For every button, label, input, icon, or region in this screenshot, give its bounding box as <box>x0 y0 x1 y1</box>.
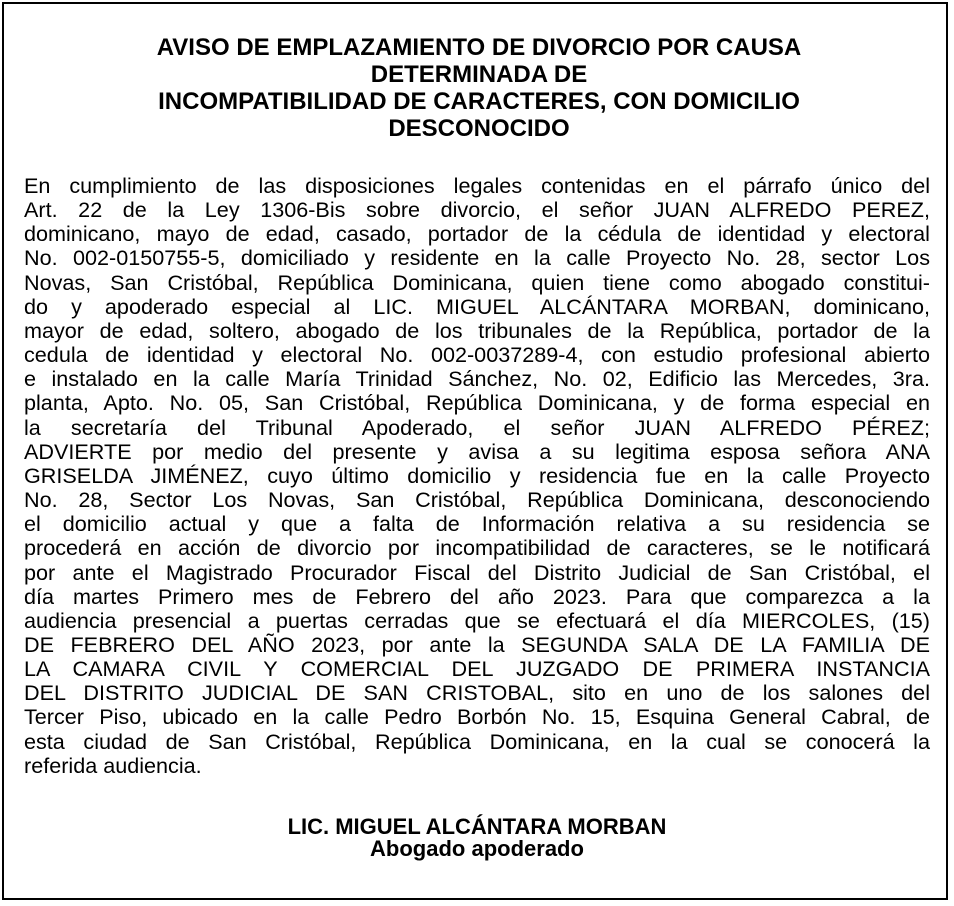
legal-notice <box>2 2 948 900</box>
body-line: do y apoderado especial al LIC. MIGUEL ALCÁNTARA MORBAN, dominicano, <box>24 293 930 319</box>
body-line: GRISELDA JIMÉNEZ, cuyo último domicilio y residencia fue en la calle Proyecto <box>24 462 930 488</box>
notice-title <box>64 34 894 142</box>
body-line: la secretaría del Tribunal Apoderado, el señor JUAN ALFREDO PÉREZ; <box>24 414 930 440</box>
body-line: mayor de edad, soltero, abogado de los tribunales de la República, portador de la <box>24 317 930 343</box>
body-line: dominicano, mayo de edad, casado, portador de la cédula de identidad y electoral <box>24 221 930 247</box>
body-line: Tercer Piso, ubicado en la calle Pedro Borbón No. 15, Esquina General Cabral, de <box>24 704 930 730</box>
body-line: planta, Apto. No. 05, San Cristóbal, República Dominicana, y de forma especial en <box>24 390 930 416</box>
notice-body <box>24 174 930 778</box>
title-line: DESCONOCIDO <box>388 115 570 142</box>
body-line: Art. 22 de la Ley 1306-Bis sobre divorcio, el señor JUAN ALFREDO PEREZ, <box>24 197 930 223</box>
body-line: esta ciudad de San Cristóbal, República Dominicana, en la cual se conocerá la <box>24 728 930 754</box>
body-line: referida audiencia. <box>24 752 202 778</box>
body-line: e instalado en la calle María Trinidad Sánchez, No. 02, Edificio las Mercedes, 3ra. <box>24 366 930 392</box>
title-line: INCOMPATIBILIDAD DE CARACTERES, CON DOMICILIO <box>158 88 800 115</box>
body-line: Novas, San Cristóbal, República Dominicana, quien tiene como abogado constitui- <box>24 269 930 295</box>
signature-role: Abogado apoderado <box>370 836 584 861</box>
body-line: DEL DISTRITO JUDICIAL DE SAN CRISTOBAL, sito en uno de los salones del <box>24 680 930 706</box>
body-line: día martes Primero mes de Febrero del año 2023. Para que comparezca a la <box>24 583 930 609</box>
body-line: por ante el Magistrado Procurador Fiscal del Distrito Judicial de San Cristóbal, el <box>24 559 930 585</box>
body-line: LA CAMARA CIVIL Y COMERCIAL DEL JUZGADO DE PRIMERA INSTANCIA <box>24 656 930 682</box>
body-line: cedula de identidad y electoral No. 002-0037289-4, con estudio profesional abierto <box>24 342 930 368</box>
body-line: DE FEBRERO DEL AÑO 2023, por ante la SEGUNDA SALA DE LA FAMILIA DE <box>24 631 930 657</box>
body-line: No. 002-0150755-5, domiciliado y residente en la calle Proyecto No. 28, sector Los <box>24 245 930 271</box>
body-line: ADVIERTE por medio del presente y avisa a su legitima esposa señora ANA <box>24 438 930 464</box>
body-line: En cumplimiento de las disposiciones legales contenidas en el párrafo único del <box>24 173 930 198</box>
body-line: el domicilio actual y que a falta de Información relativa a su residencia se <box>24 511 930 537</box>
body-line: No. 28, Sector Los Novas, San Cristóbal, República Dominicana, desconociendo <box>24 487 930 513</box>
title-line: AVISO DE EMPLAZAMIENTO DE DIVORCIO POR CAUSA <box>156 34 802 61</box>
signature-name: LIC. MIGUEL ALCÁNTARA MORBAN <box>287 814 667 839</box>
title-line: DETERMINADA DE <box>370 61 588 88</box>
body-line: procederá en acción de divorcio por incompatibilidad de caracteres, se le notificará <box>24 535 930 561</box>
body-line: audiencia presencial a puertas cerradas que se efectuará el día MIERCOLES, (15) <box>24 607 930 633</box>
